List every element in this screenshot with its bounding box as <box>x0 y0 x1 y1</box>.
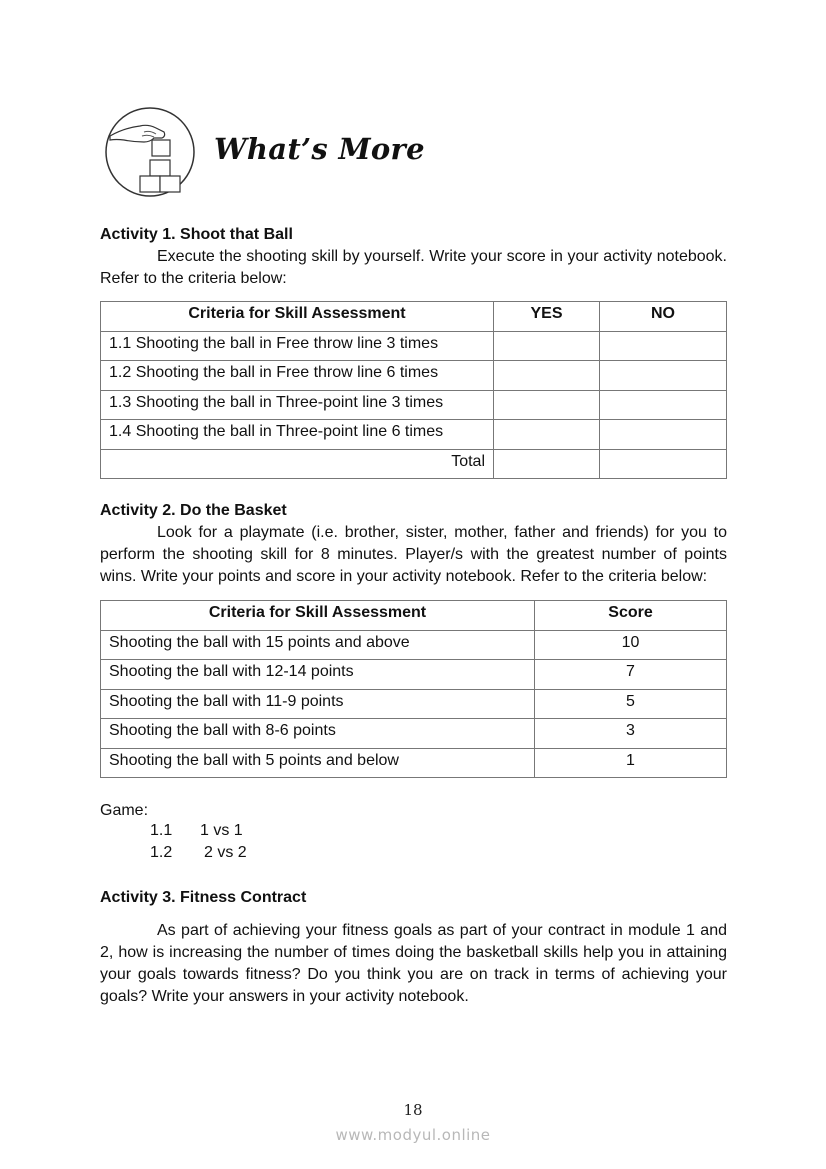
page-number: 18 <box>403 1101 423 1119</box>
criteria-cell: Shooting the ball with 12-14 points <box>101 660 535 690</box>
table-header-row <box>101 601 727 631</box>
table-row <box>101 331 727 361</box>
criteria-cell: 1.4 Shooting the ball in Three-point line 6 times <box>101 420 494 450</box>
activity-3-instructions <box>100 920 727 1008</box>
total-yes-cell <box>494 449 600 479</box>
activity-1-instructions <box>100 246 727 290</box>
total-label: Total <box>101 449 494 479</box>
table-row <box>101 748 727 778</box>
yes-cell <box>494 420 600 450</box>
activity-1-title: Activity 1. Shoot that Ball <box>100 226 293 243</box>
activity-2-table <box>100 600 727 778</box>
game-item-number: 1.1 <box>150 822 173 839</box>
table-row <box>101 390 727 420</box>
yes-cell <box>494 390 600 420</box>
criteria-cell: Shooting the ball with 8-6 points <box>101 719 535 749</box>
no-cell <box>600 420 727 450</box>
criteria-cell: Shooting the ball with 5 points and below <box>101 748 535 778</box>
criteria-cell: 1.3 Shooting the ball in Three-point line 3 times <box>101 390 494 420</box>
activity-3-instructions-text: As part of achieving your fitness goals as part of your contract in module 1 and 2, how is increasing the number of times doing the basketball skills help you in attaining your goals towards fitness? Do you think you are on track in terms of achieving your goals? Write your answers in your activity notebook. <box>100 922 727 1005</box>
header-criteria: Criteria for Skill Assessment <box>101 302 494 332</box>
criteria-cell: Shooting the ball with 11-9 points <box>101 689 535 719</box>
table-row <box>101 420 727 450</box>
activity-1-instructions-text: Execute the shooting skill by yourself. Write your score in your activity notebook. Refer to the criteria below: <box>100 248 727 287</box>
activity-1-table <box>100 301 727 479</box>
header-yes: YES <box>494 302 600 332</box>
score-cell: 7 <box>535 660 727 690</box>
activity-2-title: Activity 2. Do the Basket <box>100 502 287 519</box>
score-cell: 10 <box>535 630 727 660</box>
header-score: Score <box>535 601 727 631</box>
table-header-row <box>101 302 727 332</box>
no-cell <box>600 331 727 361</box>
activity-2-instructions <box>100 522 727 588</box>
criteria-cell: 1.2 Shooting the ball in Free throw line 6 times <box>101 361 494 391</box>
score-cell: 1 <box>535 748 727 778</box>
game-item-text: 1 vs 1 <box>200 822 243 839</box>
header-no: NO <box>600 302 727 332</box>
no-cell <box>600 361 727 391</box>
table-row <box>101 689 727 719</box>
criteria-cell: Shooting the ball with 15 points and above <box>101 630 535 660</box>
game-item-text: 2 vs 2 <box>204 844 247 861</box>
score-cell: 3 <box>535 719 727 749</box>
activity-3-title: Activity 3. Fitness Contract <box>100 889 307 906</box>
total-row <box>101 449 727 479</box>
table-row <box>101 361 727 391</box>
criteria-cell: 1.1 Shooting the ball in Free throw line 3 times <box>101 331 494 361</box>
game-item-number: 1.2 <box>150 844 173 861</box>
game-label: Game: <box>100 802 149 819</box>
watermark: www.modyul.online <box>335 1126 491 1144</box>
table-row <box>101 660 727 690</box>
yes-cell <box>494 361 600 391</box>
no-cell <box>600 390 727 420</box>
hand-stacking-blocks-icon <box>104 106 196 198</box>
page-title: What’s More <box>214 132 425 166</box>
table-row <box>101 630 727 660</box>
activity-2-instructions-text: Look for a playmate (i.e. brother, sister, mother, father and friends) for you to perform the shooting skill for 8 minutes. Player/s with the greatest number of points wins. Write your points and score in your activity notebook. Refer to the criteria below: <box>100 524 727 585</box>
total-no-cell <box>600 449 727 479</box>
yes-cell <box>494 331 600 361</box>
header-criteria: Criteria for Skill Assessment <box>101 601 535 631</box>
table-row <box>101 719 727 749</box>
score-cell: 5 <box>535 689 727 719</box>
